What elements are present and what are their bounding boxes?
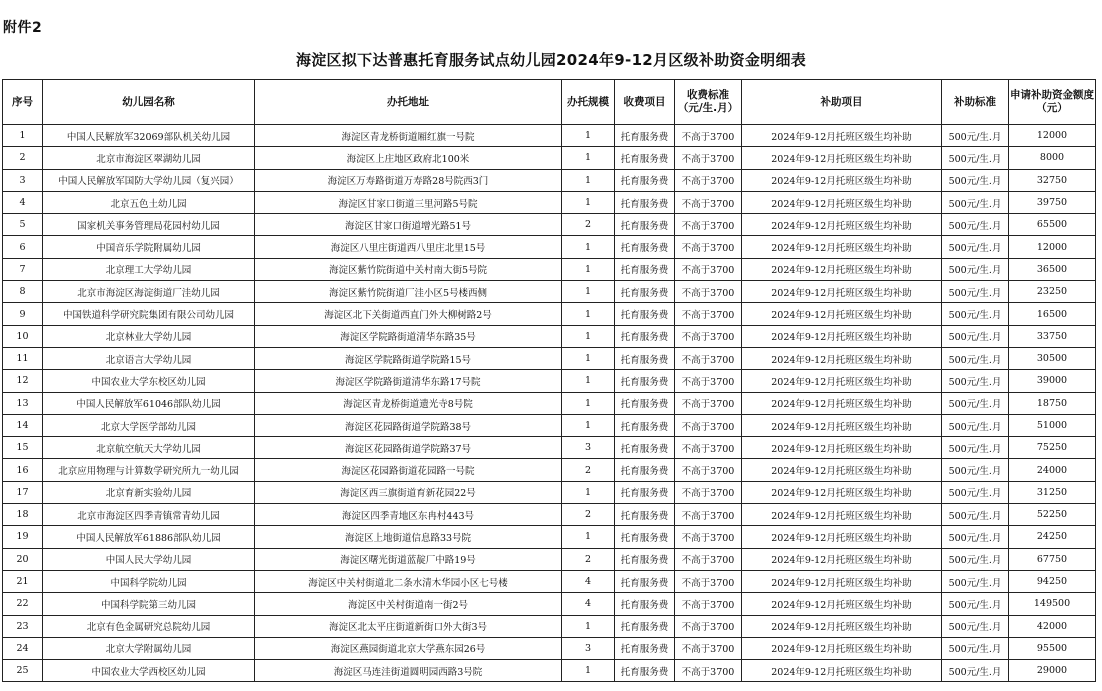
- cell-fee-standard: 不高于3700: [675, 347, 742, 369]
- cell-subsidy-standard: 500元/生.月: [942, 214, 1009, 236]
- cell-scale: 2: [562, 548, 615, 570]
- cell-address: 海淀区紫竹院街道中关村南大街5号院: [255, 258, 562, 280]
- table-row: [3, 236, 1096, 258]
- cell-scale: 1: [562, 281, 615, 303]
- cell-subsidy-item: 2024年9-12月托班区级生均补助: [742, 548, 942, 570]
- cell-kindergarten-name: 北京市海淀区海淀街道厂洼幼儿园: [43, 281, 255, 303]
- cell-amount: 75250: [1009, 437, 1096, 459]
- cell-address: 海淀区紫竹院街道厂洼小区5号楼西侧: [255, 281, 562, 303]
- header-subsidy-standard: 补助标准: [942, 80, 1009, 125]
- cell-scale: 1: [562, 347, 615, 369]
- cell-subsidy-standard: 500元/生.月: [942, 303, 1009, 325]
- cell-amount: 12000: [1009, 125, 1096, 147]
- cell-amount: 24250: [1009, 526, 1096, 548]
- cell-fee-item: 托育服务费: [615, 281, 675, 303]
- cell-fee-item: 托育服务费: [615, 459, 675, 481]
- cell-subsidy-item: 2024年9-12月托班区级生均补助: [742, 370, 942, 392]
- cell-amount: 39750: [1009, 191, 1096, 213]
- cell-scale: 1: [562, 414, 615, 436]
- cell-scale: 1: [562, 526, 615, 548]
- cell-seq: 10: [3, 325, 43, 347]
- cell-seq: 15: [3, 437, 43, 459]
- cell-amount: 31250: [1009, 481, 1096, 503]
- cell-amount: 23250: [1009, 281, 1096, 303]
- cell-fee-item: 托育服务费: [615, 370, 675, 392]
- table-body: [3, 125, 1096, 682]
- cell-fee-standard: 不高于3700: [675, 481, 742, 503]
- cell-seq: 8: [3, 281, 43, 303]
- cell-subsidy-standard: 500元/生.月: [942, 437, 1009, 459]
- cell-subsidy-standard: 500元/生.月: [942, 281, 1009, 303]
- cell-seq: 20: [3, 548, 43, 570]
- cell-kindergarten-name: 中国音乐学院附属幼儿园: [43, 236, 255, 258]
- cell-subsidy-standard: 500元/生.月: [942, 392, 1009, 414]
- cell-fee-standard: 不高于3700: [675, 660, 742, 682]
- cell-seq: 6: [3, 236, 43, 258]
- cell-fee-item: 托育服务费: [615, 236, 675, 258]
- cell-scale: 1: [562, 392, 615, 414]
- cell-seq: 1: [3, 125, 43, 147]
- cell-fee-item: 托育服务费: [615, 169, 675, 191]
- cell-subsidy-standard: 500元/生.月: [942, 191, 1009, 213]
- cell-amount: 16500: [1009, 303, 1096, 325]
- cell-scale: 1: [562, 370, 615, 392]
- cell-fee-item: 托育服务费: [615, 637, 675, 659]
- cell-address: 海淀区八里庄街道西八里庄北里15号: [255, 236, 562, 258]
- cell-seq: 5: [3, 214, 43, 236]
- table-row: [3, 437, 1096, 459]
- cell-fee-standard: 不高于3700: [675, 392, 742, 414]
- cell-scale: 1: [562, 325, 615, 347]
- cell-amount: 65500: [1009, 214, 1096, 236]
- cell-fee-item: 托育服务费: [615, 593, 675, 615]
- cell-fee-item: 托育服务费: [615, 615, 675, 637]
- cell-amount: 36500: [1009, 258, 1096, 280]
- cell-seq: 12: [3, 370, 43, 392]
- cell-scale: 1: [562, 258, 615, 280]
- cell-kindergarten-name: 北京航空航天大学幼儿园: [43, 437, 255, 459]
- table-row: [3, 459, 1096, 481]
- cell-address: 海淀区花园路街道学院路37号: [255, 437, 562, 459]
- header-seq: 序号: [3, 80, 43, 125]
- cell-address: 海淀区万寿路街道万寿路28号院西3门: [255, 169, 562, 191]
- header-scale: 办托规模: [562, 80, 615, 125]
- table-row: [3, 125, 1096, 147]
- document-title: 海淀区拟下达普惠托育服务试点幼儿园2024年9-12月区级补助资金明细表: [295, 51, 807, 69]
- table-row: [3, 570, 1096, 592]
- cell-fee-standard: 不高于3700: [675, 325, 742, 347]
- cell-scale: 2: [562, 504, 615, 526]
- cell-scale: 1: [562, 147, 615, 169]
- cell-kindergarten-name: 北京语言大学幼儿园: [43, 347, 255, 369]
- cell-address: 海淀区燕园街道北京大学燕东园26号: [255, 637, 562, 659]
- cell-scale: 4: [562, 593, 615, 615]
- cell-amount: 33750: [1009, 325, 1096, 347]
- cell-subsidy-item: 2024年9-12月托班区级生均补助: [742, 414, 942, 436]
- cell-fee-standard: 不高于3700: [675, 236, 742, 258]
- cell-kindergarten-name: 北京理工大学幼儿园: [43, 258, 255, 280]
- cell-amount: 39000: [1009, 370, 1096, 392]
- cell-subsidy-standard: 500元/生.月: [942, 481, 1009, 503]
- cell-kindergarten-name: 北京五色土幼儿园: [43, 191, 255, 213]
- table-row: [3, 414, 1096, 436]
- cell-amount: 42000: [1009, 615, 1096, 637]
- cell-subsidy-standard: 500元/生.月: [942, 526, 1009, 548]
- cell-address: 海淀区花园路街道花园路一号院: [255, 459, 562, 481]
- annex-label: 附件2: [3, 20, 43, 36]
- cell-subsidy-item: 2024年9-12月托班区级生均补助: [742, 147, 942, 169]
- cell-amount: 52250: [1009, 504, 1096, 526]
- cell-subsidy-item: 2024年9-12月托班区级生均补助: [742, 526, 942, 548]
- table-row: [3, 303, 1096, 325]
- header-fee-item: 收费项目: [615, 80, 675, 125]
- cell-fee-item: 托育服务费: [615, 414, 675, 436]
- header-address: 办托地址: [255, 80, 562, 125]
- cell-kindergarten-name: 北京大学附属幼儿园: [43, 637, 255, 659]
- cell-subsidy-item: 2024年9-12月托班区级生均补助: [742, 660, 942, 682]
- cell-kindergarten-name: 中国人民解放军61886部队幼儿园: [43, 526, 255, 548]
- cell-scale: 2: [562, 459, 615, 481]
- table-row: [3, 214, 1096, 236]
- cell-address: 海淀区马连洼街道圆明园西路3号院: [255, 660, 562, 682]
- cell-fee-item: 托育服务费: [615, 504, 675, 526]
- cell-seq: 2: [3, 147, 43, 169]
- cell-subsidy-standard: 500元/生.月: [942, 370, 1009, 392]
- cell-amount: 24000: [1009, 459, 1096, 481]
- cell-fee-standard: 不高于3700: [675, 504, 742, 526]
- cell-amount: 12000: [1009, 236, 1096, 258]
- cell-kindergarten-name: 中国人民解放军61046部队幼儿园: [43, 392, 255, 414]
- cell-address: 海淀区学院路街道清华东路17号院: [255, 370, 562, 392]
- table-row: [3, 548, 1096, 570]
- cell-scale: 3: [562, 437, 615, 459]
- cell-fee-item: 托育服务费: [615, 258, 675, 280]
- cell-fee-item: 托育服务费: [615, 660, 675, 682]
- cell-kindergarten-name: 中国农业大学东校区幼儿园: [43, 370, 255, 392]
- cell-amount: 67750: [1009, 548, 1096, 570]
- cell-address: 海淀区北下关街道西直门外大柳树路2号: [255, 303, 562, 325]
- table-row: [3, 637, 1096, 659]
- cell-address: 海淀区四季青地区东冉村443号: [255, 504, 562, 526]
- cell-fee-item: 托育服务费: [615, 125, 675, 147]
- cell-seq: 22: [3, 593, 43, 615]
- cell-subsidy-standard: 500元/生.月: [942, 615, 1009, 637]
- cell-amount: 18750: [1009, 392, 1096, 414]
- cell-scale: 4: [562, 570, 615, 592]
- cell-subsidy-item: 2024年9-12月托班区级生均补助: [742, 504, 942, 526]
- cell-kindergarten-name: 中国人民解放军国防大学幼儿园（复兴园）: [43, 169, 255, 191]
- cell-scale: 1: [562, 615, 615, 637]
- cell-subsidy-standard: 500元/生.月: [942, 147, 1009, 169]
- cell-fee-standard: 不高于3700: [675, 303, 742, 325]
- cell-fee-standard: 不高于3700: [675, 570, 742, 592]
- cell-subsidy-standard: 500元/生.月: [942, 258, 1009, 280]
- cell-subsidy-item: 2024年9-12月托班区级生均补助: [742, 169, 942, 191]
- cell-kindergarten-name: 中国农业大学西校区幼儿园: [43, 660, 255, 682]
- cell-fee-standard: 不高于3700: [675, 281, 742, 303]
- table-row: [3, 392, 1096, 414]
- cell-address: 海淀区上地街道信息路33号院: [255, 526, 562, 548]
- cell-amount: 30500: [1009, 347, 1096, 369]
- cell-address: 海淀区学院路街道学院路15号: [255, 347, 562, 369]
- cell-fee-standard: 不高于3700: [675, 593, 742, 615]
- cell-subsidy-standard: 500元/生.月: [942, 660, 1009, 682]
- cell-seq: 24: [3, 637, 43, 659]
- cell-fee-item: 托育服务费: [615, 347, 675, 369]
- cell-scale: 1: [562, 125, 615, 147]
- table-row: [3, 615, 1096, 637]
- cell-seq: 19: [3, 526, 43, 548]
- cell-fee-item: 托育服务费: [615, 526, 675, 548]
- cell-scale: 2: [562, 214, 615, 236]
- cell-subsidy-item: 2024年9-12月托班区级生均补助: [742, 593, 942, 615]
- cell-fee-item: 托育服务费: [615, 481, 675, 503]
- cell-subsidy-item: 2024年9-12月托班区级生均补助: [742, 570, 942, 592]
- header-fee-standard: 收费标准（元/生.月）: [675, 80, 742, 125]
- cell-amount: 149500: [1009, 593, 1096, 615]
- cell-scale: 3: [562, 637, 615, 659]
- cell-subsidy-item: 2024年9-12月托班区级生均补助: [742, 191, 942, 213]
- cell-fee-standard: 不高于3700: [675, 258, 742, 280]
- cell-subsidy-standard: 500元/生.月: [942, 548, 1009, 570]
- cell-subsidy-standard: 500元/生.月: [942, 347, 1009, 369]
- cell-address: 海淀区花园路街道学院路38号: [255, 414, 562, 436]
- cell-subsidy-item: 2024年9-12月托班区级生均补助: [742, 615, 942, 637]
- cell-fee-standard: 不高于3700: [675, 548, 742, 570]
- cell-fee-standard: 不高于3700: [675, 370, 742, 392]
- cell-amount: 32750: [1009, 169, 1096, 191]
- cell-kindergarten-name: 北京市海淀区翠湖幼儿园: [43, 147, 255, 169]
- cell-address: 海淀区青龙桥街道遗光寺8号院: [255, 392, 562, 414]
- cell-kindergarten-name: 北京应用物理与计算数学研究所九一幼儿园: [43, 459, 255, 481]
- table-row: [3, 281, 1096, 303]
- cell-seq: 7: [3, 258, 43, 280]
- header-kindergarten-name: 幼儿园名称: [43, 80, 255, 125]
- cell-fee-standard: 不高于3700: [675, 637, 742, 659]
- cell-subsidy-item: 2024年9-12月托班区级生均补助: [742, 637, 942, 659]
- cell-subsidy-item: 2024年9-12月托班区级生均补助: [742, 437, 942, 459]
- cell-fee-standard: 不高于3700: [675, 414, 742, 436]
- cell-amount: 8000: [1009, 147, 1096, 169]
- cell-subsidy-item: 2024年9-12月托班区级生均补助: [742, 236, 942, 258]
- table-row: [3, 526, 1096, 548]
- cell-fee-standard: 不高于3700: [675, 526, 742, 548]
- cell-address: 海淀区上庄地区政府北100米: [255, 147, 562, 169]
- cell-scale: 1: [562, 303, 615, 325]
- cell-address: 海淀区北太平庄街道新街口外大街3号: [255, 615, 562, 637]
- cell-subsidy-standard: 500元/生.月: [942, 570, 1009, 592]
- table-row: [3, 504, 1096, 526]
- cell-subsidy-standard: 500元/生.月: [942, 414, 1009, 436]
- cell-subsidy-standard: 500元/生.月: [942, 125, 1009, 147]
- cell-kindergarten-name: 中国科学院幼儿园: [43, 570, 255, 592]
- cell-fee-standard: 不高于3700: [675, 191, 742, 213]
- cell-seq: 4: [3, 191, 43, 213]
- cell-fee-standard: 不高于3700: [675, 169, 742, 191]
- cell-kindergarten-name: 中国人民解放军32069部队机关幼儿园: [43, 125, 255, 147]
- cell-address: 海淀区中关村街道北二条水清木华园小区七号楼: [255, 570, 562, 592]
- cell-kindergarten-name: 中国人民大学幼儿园: [43, 548, 255, 570]
- cell-subsidy-standard: 500元/生.月: [942, 637, 1009, 659]
- cell-fee-standard: 不高于3700: [675, 437, 742, 459]
- cell-address: 海淀区曙光街道蓝靛厂中路19号: [255, 548, 562, 570]
- cell-address: 海淀区青龙桥街道厢红旗一号院: [255, 125, 562, 147]
- table-row: [3, 347, 1096, 369]
- cell-kindergarten-name: 北京有色金属研究总院幼儿园: [43, 615, 255, 637]
- cell-fee-item: 托育服务费: [615, 147, 675, 169]
- cell-amount: 95500: [1009, 637, 1096, 659]
- cell-subsidy-standard: 500元/生.月: [942, 236, 1009, 258]
- table-row: [3, 169, 1096, 191]
- cell-subsidy-standard: 500元/生.月: [942, 459, 1009, 481]
- cell-address: 海淀区学院路街道清华东路35号: [255, 325, 562, 347]
- cell-seq: 23: [3, 615, 43, 637]
- cell-kindergarten-name: 北京育新实验幼儿园: [43, 481, 255, 503]
- cell-scale: 1: [562, 660, 615, 682]
- cell-subsidy-standard: 500元/生.月: [942, 325, 1009, 347]
- cell-fee-standard: 不高于3700: [675, 615, 742, 637]
- subsidy-table: [2, 79, 1096, 682]
- table-row: [3, 258, 1096, 280]
- cell-subsidy-standard: 500元/生.月: [942, 593, 1009, 615]
- cell-kindergarten-name: 北京大学医学部幼儿园: [43, 414, 255, 436]
- cell-fee-standard: 不高于3700: [675, 147, 742, 169]
- cell-address: 海淀区中关村街道南一街2号: [255, 593, 562, 615]
- cell-kindergarten-name: 中国科学院第三幼儿园: [43, 593, 255, 615]
- cell-seq: 14: [3, 414, 43, 436]
- cell-scale: 1: [562, 191, 615, 213]
- cell-fee-standard: 不高于3700: [675, 125, 742, 147]
- cell-subsidy-standard: 500元/生.月: [942, 169, 1009, 191]
- cell-seq: 18: [3, 504, 43, 526]
- cell-seq: 21: [3, 570, 43, 592]
- cell-subsidy-item: 2024年9-12月托班区级生均补助: [742, 125, 942, 147]
- table-row: [3, 147, 1096, 169]
- cell-subsidy-item: 2024年9-12月托班区级生均补助: [742, 347, 942, 369]
- cell-subsidy-item: 2024年9-12月托班区级生均补助: [742, 325, 942, 347]
- cell-subsidy-standard: 500元/生.月: [942, 504, 1009, 526]
- cell-amount: 29000: [1009, 660, 1096, 682]
- cell-address: 海淀区甘家口街道增光路51号: [255, 214, 562, 236]
- header-subsidy-item: 补助项目: [742, 80, 942, 125]
- cell-seq: 16: [3, 459, 43, 481]
- table-row: [3, 660, 1096, 682]
- cell-seq: 17: [3, 481, 43, 503]
- cell-fee-standard: 不高于3700: [675, 214, 742, 236]
- cell-amount: 51000: [1009, 414, 1096, 436]
- cell-fee-standard: 不高于3700: [675, 459, 742, 481]
- table-row: [3, 370, 1096, 392]
- table-row: [3, 325, 1096, 347]
- cell-address: 海淀区甘家口街道三里河路5号院: [255, 191, 562, 213]
- cell-kindergarten-name: 国家机关事务管理局花园村幼儿园: [43, 214, 255, 236]
- header-amount: 申请补助资金额度（元）: [1009, 80, 1096, 125]
- cell-subsidy-item: 2024年9-12月托班区级生均补助: [742, 459, 942, 481]
- cell-seq: 11: [3, 347, 43, 369]
- cell-fee-item: 托育服务费: [615, 570, 675, 592]
- cell-subsidy-item: 2024年9-12月托班区级生均补助: [742, 303, 942, 325]
- cell-fee-item: 托育服务费: [615, 437, 675, 459]
- cell-subsidy-item: 2024年9-12月托班区级生均补助: [742, 214, 942, 236]
- cell-scale: 1: [562, 236, 615, 258]
- cell-seq: 9: [3, 303, 43, 325]
- cell-subsidy-item: 2024年9-12月托班区级生均补助: [742, 258, 942, 280]
- cell-fee-item: 托育服务费: [615, 325, 675, 347]
- table-header-row: [3, 80, 1096, 125]
- cell-scale: 1: [562, 169, 615, 191]
- cell-kindergarten-name: 中国铁道科学研究院集团有限公司幼儿园: [43, 303, 255, 325]
- cell-subsidy-item: 2024年9-12月托班区级生均补助: [742, 481, 942, 503]
- cell-fee-item: 托育服务费: [615, 214, 675, 236]
- cell-fee-item: 托育服务费: [615, 303, 675, 325]
- cell-subsidy-item: 2024年9-12月托班区级生均补助: [742, 281, 942, 303]
- cell-seq: 13: [3, 392, 43, 414]
- cell-amount: 94250: [1009, 570, 1096, 592]
- cell-kindergarten-name: 北京林业大学幼儿园: [43, 325, 255, 347]
- cell-fee-item: 托育服务费: [615, 392, 675, 414]
- cell-scale: 1: [562, 481, 615, 503]
- cell-fee-item: 托育服务费: [615, 548, 675, 570]
- cell-seq: 25: [3, 660, 43, 682]
- table-row: [3, 481, 1096, 503]
- cell-address: 海淀区西三旗街道育新花园22号: [255, 481, 562, 503]
- cell-fee-item: 托育服务费: [615, 191, 675, 213]
- cell-seq: 3: [3, 169, 43, 191]
- cell-kindergarten-name: 北京市海淀区四季青镇常青幼儿园: [43, 504, 255, 526]
- table-row: [3, 191, 1096, 213]
- cell-subsidy-item: 2024年9-12月托班区级生均补助: [742, 392, 942, 414]
- table-row: [3, 593, 1096, 615]
